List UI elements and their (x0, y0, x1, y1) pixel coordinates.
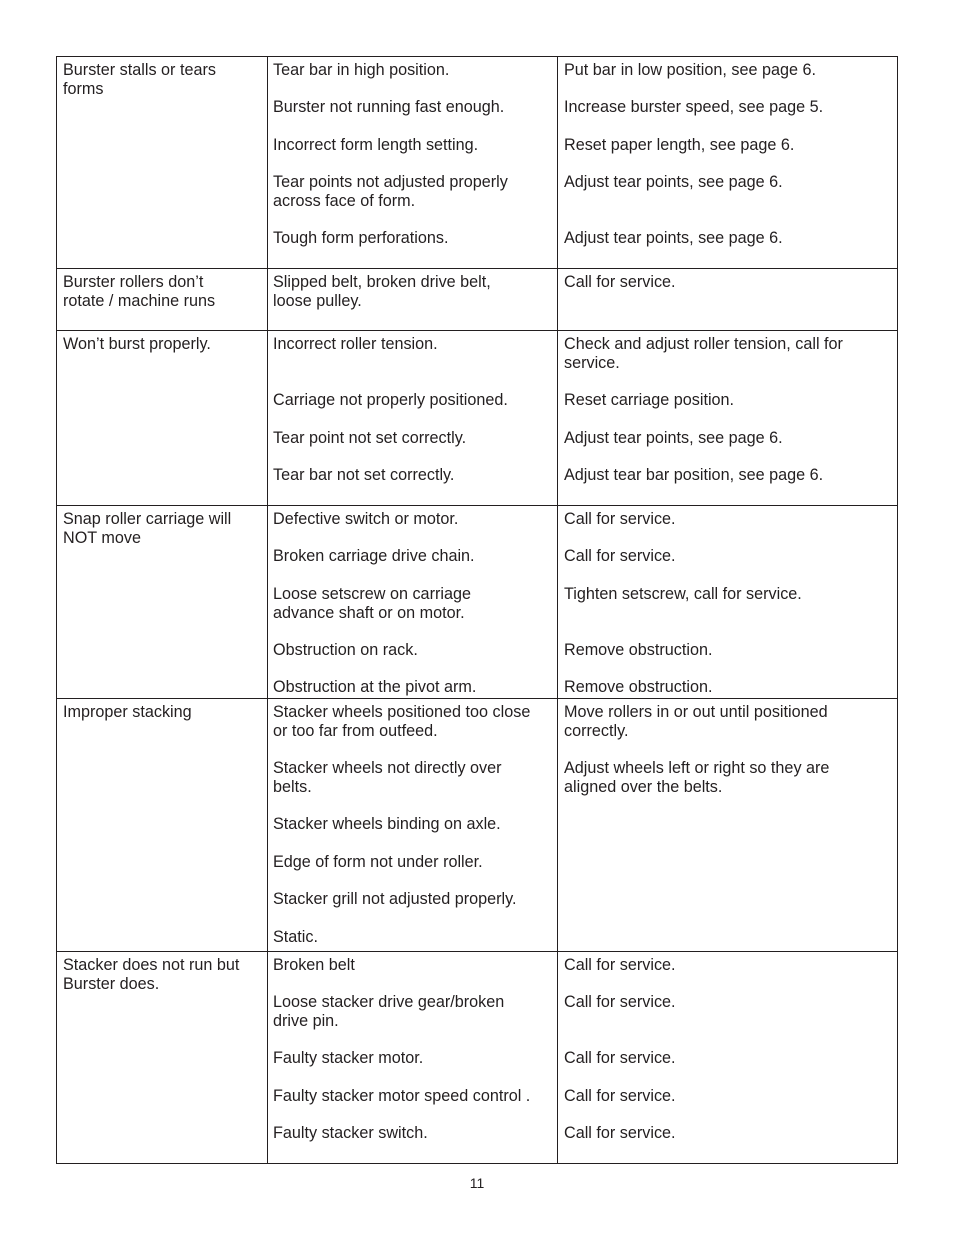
solution-item: Put bar in low position, see page 6. (564, 61, 816, 79)
problem-text: Snap roller carriage will NOT move (63, 510, 232, 547)
solution-item: Adjust tear bar position, see page 6. (564, 466, 824, 484)
cause-item: Broken belt (273, 956, 355, 974)
column-divider (557, 57, 558, 1163)
cause-item: Tear bar in high position. (273, 61, 450, 79)
row-divider (57, 330, 897, 331)
cause-item: Static. (273, 928, 318, 946)
cause-item: Carriage not properly positioned. (273, 391, 508, 409)
cause-item: Faulty stacker switch. (273, 1124, 428, 1142)
solution-item: Tighten setscrew, call for service. (564, 585, 802, 603)
cause-item: Incorrect form length setting. (273, 136, 479, 154)
solution-item: Call for service. (564, 273, 676, 291)
row-divider (57, 268, 897, 269)
solution-item: Adjust wheels left or right so they are aligned over the belts. (564, 759, 830, 796)
cause-item: Faulty stacker motor speed control . (273, 1087, 531, 1105)
cause-item: Tear point not set correctly. (273, 429, 467, 447)
cause-item: Edge of form not under roller. (273, 853, 483, 871)
cause-item: Stacker wheels binding on axle. (273, 815, 501, 833)
cause-item: Stacker wheels positioned too close or too far from outfeed. (273, 703, 531, 740)
solution-item: Adjust tear points, see page 6. (564, 229, 783, 247)
cause-item: Tough form perforations. (273, 229, 449, 247)
cause-item: Slipped belt, broken drive belt, loose pulley. (273, 273, 491, 310)
solution-item: Call for service. (564, 993, 676, 1011)
cause-item: Faulty stacker motor. (273, 1049, 424, 1067)
solution-item: Call for service. (564, 510, 676, 528)
cause-item: Obstruction at the pivot arm. (273, 678, 477, 696)
problem-text: Stacker does not run but Burster does. (63, 956, 240, 993)
row-divider (57, 698, 897, 699)
solution-item: Remove obstruction. (564, 641, 713, 659)
cause-item: Obstruction on rack. (273, 641, 418, 659)
solution-item: Call for service. (564, 547, 676, 565)
cause-item: Stacker grill not adjusted properly. (273, 890, 517, 908)
cause-item: Loose setscrew on carriage advance shaft or on motor. (273, 585, 471, 622)
solution-item: Call for service. (564, 1124, 676, 1142)
troubleshooting-table (56, 56, 898, 1164)
cause-item: Broken carriage drive chain. (273, 547, 475, 565)
solution-item: Reset paper length, see page 6. (564, 136, 795, 154)
page-number: 11 (469, 1175, 485, 1191)
row-divider (57, 505, 897, 506)
cause-item: Tear bar not set correctly. (273, 466, 455, 484)
solution-item: Remove obstruction. (564, 678, 713, 696)
solution-item: Call for service. (564, 1087, 676, 1105)
problem-text: Improper stacking (63, 703, 192, 721)
solution-item: Move rollers in or out until positioned correctly. (564, 703, 828, 740)
solution-item: Reset carriage position. (564, 391, 735, 409)
solution-item: Check and adjust roller tension, call for service. (564, 335, 843, 372)
cause-item: Burster not running fast enough. (273, 98, 505, 116)
cause-item: Incorrect roller tension. (273, 335, 438, 353)
column-divider (267, 57, 268, 1163)
cause-item: Loose stacker drive gear/broken drive pin. (273, 993, 505, 1030)
solution-item: Call for service. (564, 1049, 676, 1067)
cause-item: Tear points not adjusted properly across face of form. (273, 173, 508, 210)
cause-item: Defective switch or motor. (273, 510, 459, 528)
problem-text: Won’t burst properly. (63, 335, 211, 353)
cause-item: Stacker wheels not directly over belts. (273, 759, 502, 796)
solution-item: Call for service. (564, 956, 676, 974)
problem-text: Burster rollers don’t rotate / machine runs (63, 273, 216, 310)
row-divider (57, 951, 897, 952)
problem-text: Burster stalls or tears forms (63, 61, 216, 98)
solution-item: Increase burster speed, see page 5. (564, 98, 824, 116)
solution-item: Adjust tear points, see page 6. (564, 173, 783, 191)
solution-item: Adjust tear points, see page 6. (564, 429, 783, 447)
